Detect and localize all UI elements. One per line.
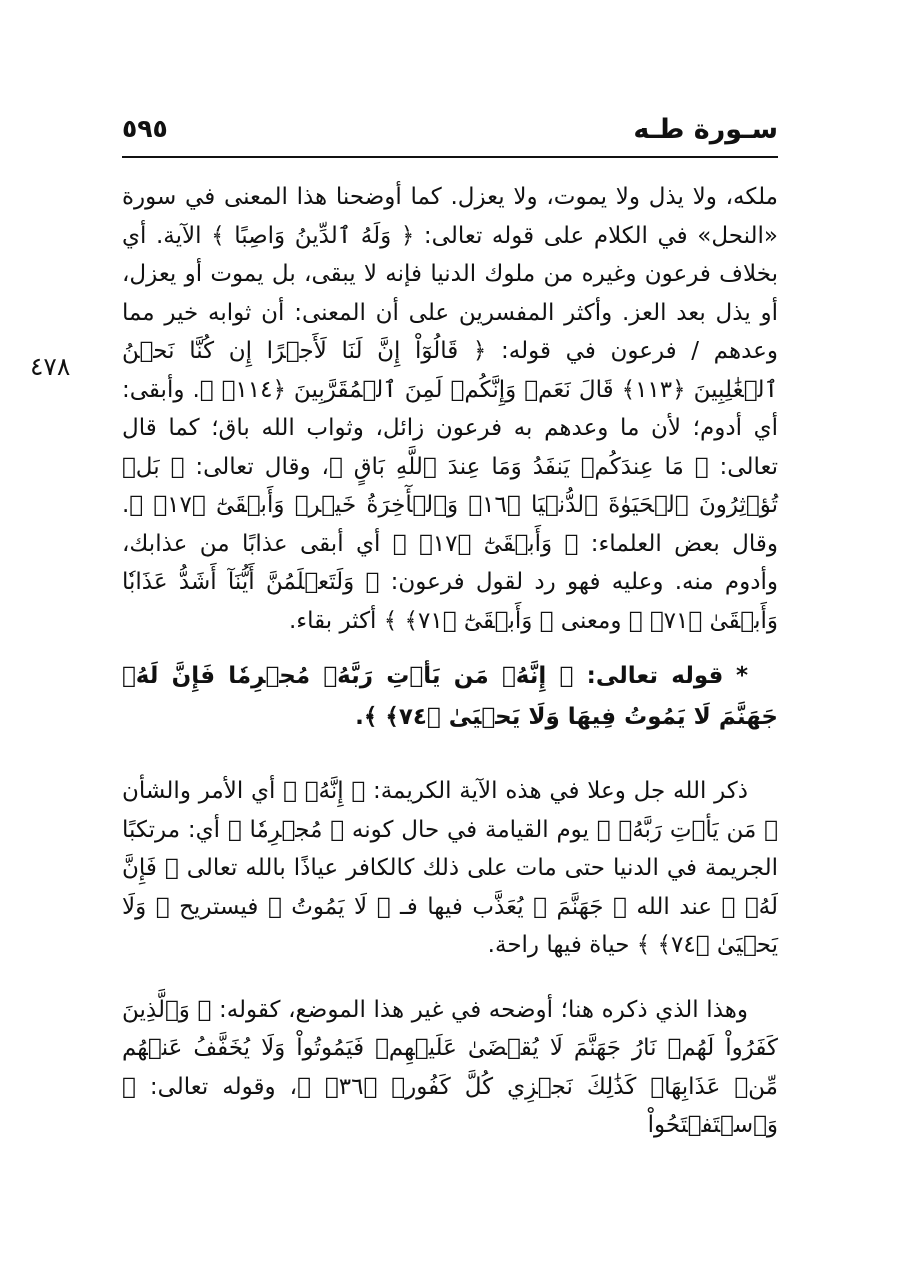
page-number: ٥٩٥ [122,114,168,143]
surah-title: سـورة طـه [633,114,778,145]
page-header [122,108,778,158]
verse-heading-text: قوله تعالى: ﴿ إِنَّهُۥ مَن يَأۡتِ رَبَّهُۥ مُجۡرِمٗا فَإِنَّ لَهُۥ جَهَنَّمَ لَا يَمُوتُ فِيهَا وَلَا يَحۡيَىٰ ﴿٧٤﴾ ﴾. [122,663,778,730]
page-body [122,178,778,1145]
paragraph: ذكر الله جل وعلا في هذه الآية الكريمة: ﴿ إِنَّهُۥ ﴾ أي الأمر والشأن ﴿ مَن يَأۡتِ رَبَّهُۥ ﴾ يوم القيامة في حال كونه ﴿ مُجۡرِمٗا ﴾ أي: مرتكبًا الجريمة في الدنيا حتى مات على ذلك كالكافر عياذًا بالله تعالى ﴿ فَإِنَّ لَهُۥ ﴾ عند الله ﴿ جَهَنَّمَ ﴾ يُعَذَّب فيها فـ ﴿ لَا يَمُوتُ ﴾ فيستريح ﴿ وَلَا يَحۡيَىٰ ﴿٧٤﴾ ﴾ حياة فيها راحة. [122,778,778,958]
paragraph: ملكه، ولا يذل ولا يموت، ولا يعزل. كما أوضحنا هذا المعنى في سورة «النحل» في الكلام على قوله تعالى: ﴿ وَلَهُ ٱلدِّينُ وَاصِبًا ﴾ الآية. أي بخلاف فرعون وغيره من ملوك الدنيا فإنه لا يبقى، بل يموت أو يعزل، أو يذل بعد العز. وأكثر المفسرين على أن المعنى: أن ثوابه خير مما وعدهم / فرعون في قوله: ﴿ قَالُوٓاْ إِنَّ لَنَا لَأَجۡرًا إِن كُنَّا نَحۡنُ ٱلۡغَٰلِبِينَ ﴿١١٣﴾ قَالَ نَعَمۡ وَإِنَّكُمۡ لَمِنَ ٱلۡمُقَرَّبِينَ ﴿١١٤﴾ ﴾. وأبقى: أي أدوم؛ لأن ما وعدهم به فرعون زائل، وثواب الله باق؛ كما قال تعالى: ﴿ مَا عِندَكُمۡ يَنفَدُ وَمَا عِندَ ٱللَّهِ بَاقٍ ﴾، وقال تعالى: ﴿ بَلۡ تُؤۡثِرُونَ ٱلۡحَيَوٰةَ ٱلدُّنۡيَا ﴿١٦﴾ وَٱلۡأٓخِرَةُ خَيۡرٞ وَأَبۡقَىٰٓ ﴿١٧﴾ ﴾. وقال بعض العلماء: ﴿ وَأَبۡقَىٰٓ ﴿١٧﴾ ﴾ أي أبقى عذابًا من عذابك، وأدوم منه. وعليه فهو رد لقول فرعون: ﴿ وَلَتَعۡلَمُنَّ أَيُّنَآ أَشَدُّ عَذَابٗا وَأَبۡقَىٰ ﴿٧١﴾ ﴾ ومعنى ﴿ وَأَبۡقَىٰٓ ﴿٧١﴾ ﴾ أكثر بقاء. [122,184,778,634]
paragraph-spacer [122,738,778,772]
star-marker: * [735,663,748,689]
paragraph-spacer [122,640,778,656]
margin-page-reference: ٤٧٨ [30,352,71,381]
paragraph: وهذا الذي ذكره هنا؛ أوضحه في غير هذا الموضع، كقوله: ﴿ وَٱلَّذِينَ كَفَرُواْ لَهُمۡ نَارُ جَهَنَّمَ لَا يُقۡضَىٰ عَلَيۡهِمۡ فَيَمُوتُواْ وَلَا يُخَفَّفُ عَنۡهُم مِّنۡ عَذَابِهَاۚ كَذَٰلِكَ نَجۡزِي كُلَّ كَفُورٖ ﴿٣٦﴾ ﴾، وقوله تعالى: ﴿ وَٱسۡتَفۡتَحُواْ [122,996,778,1138]
paragraph-spacer [122,965,778,991]
verse-heading [122,656,778,738]
